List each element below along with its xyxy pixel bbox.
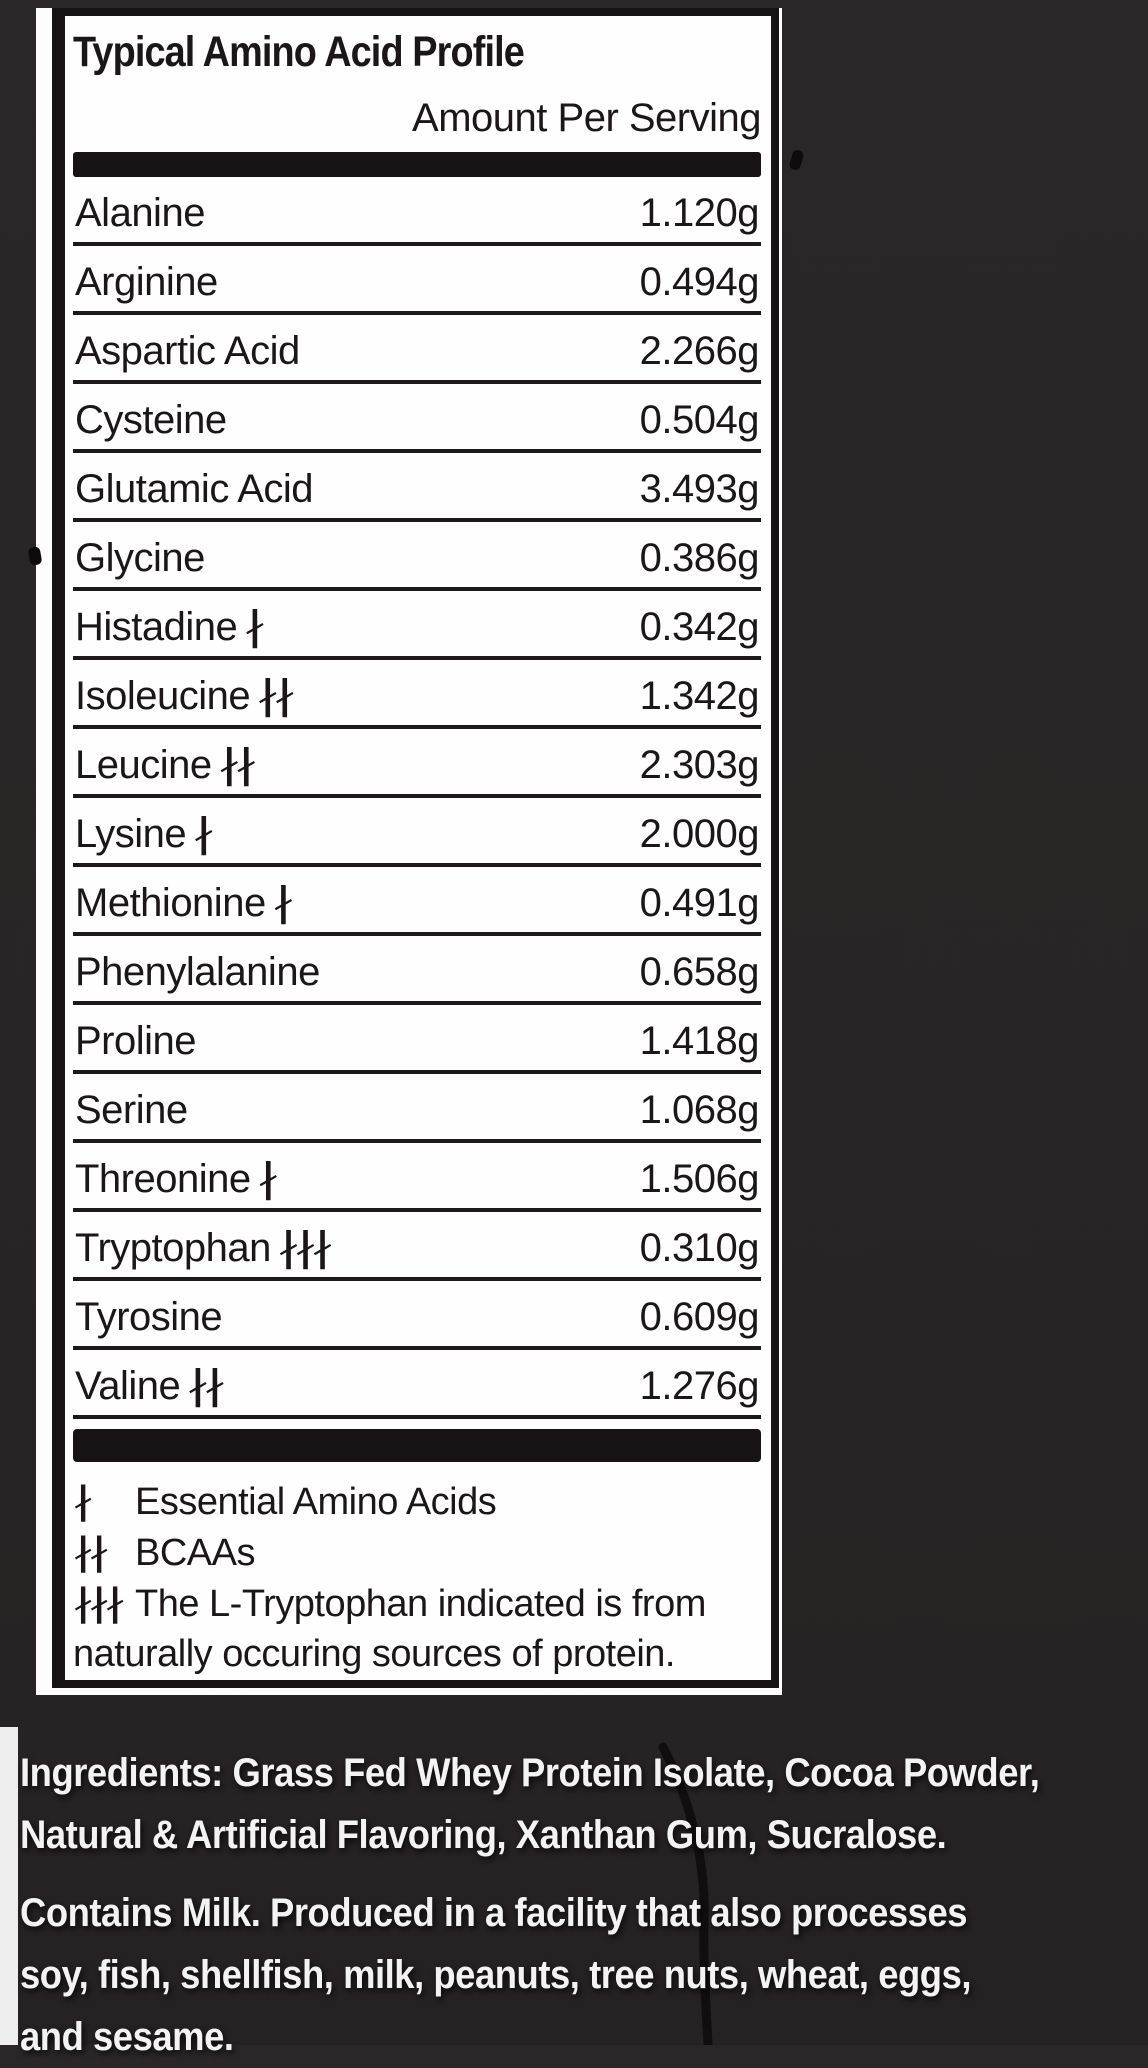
table-row: [73, 1281, 761, 1350]
table-row: [73, 1143, 761, 1212]
panel-title: Typical Amino Acid Profile: [73, 28, 524, 76]
text-line: soy, fish, shellfish, milk, peanuts, tree nuts, wheat, eggs,: [20, 1953, 972, 1997]
panel-content: [65, 16, 771, 1680]
amino-acid-amount: 2.266g: [639, 329, 759, 373]
amino-acid-name: Cysteine: [75, 398, 227, 442]
amino-acid-name: Lysine ∤: [75, 811, 211, 857]
dagger-symbol: ∤∤: [73, 1530, 105, 1574]
amino-acid-name: Phenylalanine: [75, 950, 320, 994]
footnotes: [73, 1476, 761, 1679]
amino-acid-name: Methionine ∤: [75, 880, 290, 926]
dagger-marks: ∤∤∤: [277, 1225, 329, 1271]
amino-acid-amount: 0.310g: [639, 1226, 759, 1270]
amino-acid-name: Tryptophan ∤∤∤: [75, 1225, 329, 1271]
package-bottom-text: [20, 1742, 1148, 2068]
separator-bar-top: [73, 152, 761, 177]
amino-acid-amount: 3.493g: [639, 467, 759, 511]
amino-acid-amount: 0.386g: [639, 536, 759, 580]
dagger-marks: ∤∤: [187, 1363, 222, 1409]
footnote: [73, 1476, 761, 1527]
amino-acid-amount: 1.342g: [639, 674, 759, 718]
table-row: [73, 1005, 761, 1074]
dagger-symbol: ∤: [73, 1479, 89, 1523]
amino-acid-amount: 1.276g: [639, 1364, 759, 1408]
footnote-text: BCAAs: [135, 1532, 255, 1574]
separator-bar-bottom: [73, 1429, 761, 1462]
table-row: [73, 660, 761, 729]
table-row: [73, 798, 761, 867]
amino-acid-amount: 0.658g: [639, 950, 759, 994]
footnote-text: naturally occuring sources of protein.: [73, 1633, 675, 1675]
ingredients-text: [20, 1742, 1148, 1866]
table-row: [73, 1074, 761, 1143]
amino-acid-name: Glutamic Acid: [75, 467, 314, 511]
amino-acid-name: Threonine ∤: [75, 1156, 275, 1202]
text-line: and sesame.: [20, 2015, 234, 2059]
table-row: [73, 246, 761, 315]
amino-acid-amount: 0.342g: [639, 605, 759, 649]
text-line: Contains Milk. Produced in a facility that also processes: [20, 1891, 968, 1935]
amino-acid-name: Glycine: [75, 536, 205, 580]
footnote-text: The L-Tryptophan indicated is from: [135, 1583, 706, 1625]
amino-acid-name: Leucine ∤∤: [75, 742, 253, 788]
text-line: Natural & Artificial Flavoring, Xanthan Gum, Sucralose.: [20, 1813, 947, 1857]
panel-border: [52, 8, 779, 1688]
text-line: Ingredients: Grass Fed Whey Protein Isolate, Cocoa Powder,: [20, 1751, 1040, 1795]
amino-acid-amount: 1.418g: [639, 1019, 759, 1063]
amino-acid-amount: 0.494g: [639, 260, 759, 304]
dagger-marks: ∤: [257, 1156, 275, 1202]
table-row: [73, 1350, 761, 1419]
footnote: [73, 1578, 761, 1679]
dagger-marks: ∤∤: [218, 742, 253, 788]
table-row: [73, 729, 761, 798]
table-row: [73, 936, 761, 1005]
table-row: [73, 177, 761, 246]
dagger-marks: ∤: [272, 880, 290, 926]
amino-acid-name: Arginine: [75, 260, 218, 304]
dagger-symbol: ∤∤∤: [73, 1581, 121, 1625]
amino-acid-name: Alanine: [75, 191, 205, 235]
amino-acid-name: Valine ∤∤: [75, 1363, 222, 1409]
label-edge-strip: [0, 1727, 18, 2045]
package-crease-mark-right: [788, 149, 804, 171]
amino-acid-panel: [36, 8, 782, 1695]
amino-acid-name: Aspartic Acid: [75, 329, 300, 373]
amino-acid-name: Histadine ∤: [75, 604, 262, 650]
amount-per-serving-header: Amount Per Serving: [412, 96, 761, 140]
allergen-text: [20, 1882, 1148, 2068]
amino-acid-amount: 1.506g: [639, 1157, 759, 1201]
table-row: [73, 867, 761, 936]
amino-acid-name: Proline: [75, 1019, 197, 1063]
amino-acid-table: [73, 177, 761, 1419]
table-row: [73, 384, 761, 453]
table-row: [73, 522, 761, 591]
amino-acid-amount: 2.303g: [639, 743, 759, 787]
amino-acid-amount: 2.000g: [639, 812, 759, 856]
dagger-marks: ∤: [244, 604, 262, 650]
table-row: [73, 591, 761, 660]
dagger-marks: ∤∤: [257, 673, 292, 719]
amino-acid-name: Tyrosine: [75, 1295, 223, 1339]
dagger-marks: ∤: [193, 811, 211, 857]
amino-acid-name: Isoleucine ∤∤: [75, 673, 292, 719]
amino-acid-amount: 1.068g: [639, 1088, 759, 1132]
footnote: [73, 1527, 761, 1578]
amino-acid-name: Serine: [75, 1088, 188, 1132]
amino-acid-amount: 1.120g: [639, 191, 759, 235]
table-row: [73, 1212, 761, 1281]
table-row: [73, 315, 761, 384]
amino-acid-amount: 0.491g: [639, 881, 759, 925]
amino-acid-amount: 0.504g: [639, 398, 759, 442]
table-row: [73, 453, 761, 522]
footnote-text: Essential Amino Acids: [135, 1481, 497, 1523]
amino-acid-amount: 0.609g: [639, 1295, 759, 1339]
